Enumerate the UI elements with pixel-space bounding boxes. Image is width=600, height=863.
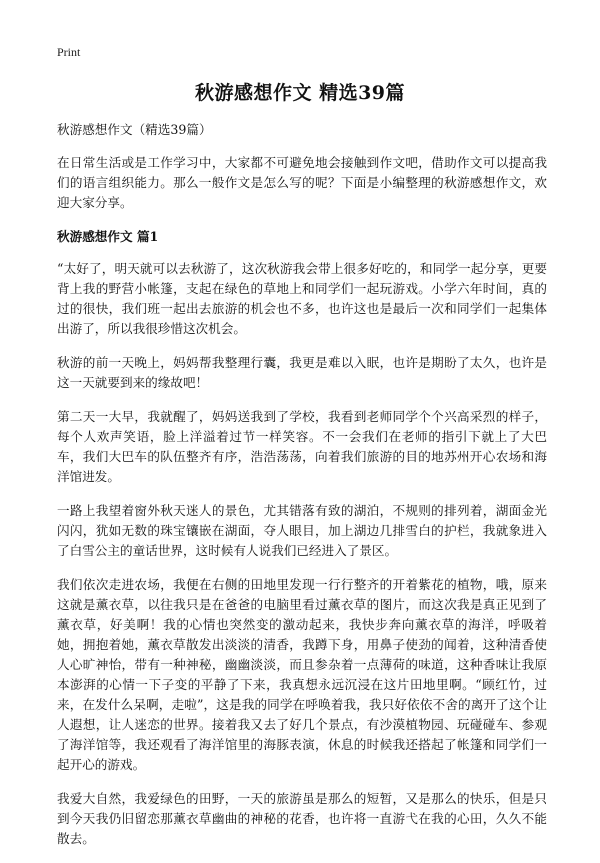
body-paragraph: 第二天一大早，我就醒了，妈妈送我到了学校，我看到老师同学个个兴高采烈的样子，每个人欢声笑语，脸上洋溢着过节一样笑容。不一会我们在老师的指引下就上了大巴车，我们大巴车的队伍整齐有序，浩浩荡荡，向着我们旅游的目的地苏州开心农场和海洋馆进发。 (57, 409, 547, 484)
document-subtitle: 秋游感想作文（精选39篇） (57, 122, 212, 137)
section-heading: 秋游感想作文 篇1 (57, 229, 159, 244)
document-title: 秋游感想作文 精选39篇 (194, 82, 406, 104)
body-paragraph: 秋游的前一天晚上，妈妈帮我整理行囊，我更是难以入眠，也许是期盼了太久，也许是这一天就要到来的缘故吧！ (57, 355, 547, 390)
intro-paragraph: 在日常生活或是工作学习中，大家都不可避免地会接触到作文吧，借助作文可以提高我们的语言组织能力。那么一般作文是怎么写的呢？下面是小编整理的秋游感想作文，欢迎大家分享。 (57, 155, 547, 210)
body-paragraph: 一路上我望着窗外秋天迷人的景色，尤其错落有致的湖泊，不规则的排列着，湖面金光闪闪，犹如无数的珠宝镶嵌在湖面，夺人眼目，加上湖边几排雪白的护栏，我就象进入了白雪公主的童话世界，这时候有人说我们已经进入了景区。 (57, 503, 547, 558)
print-label: Print (57, 45, 81, 59)
document-body (57, 120, 547, 863)
body-paragraph: 我爱大自然，我爱绿色的田野，一天的旅游虽是那么的短暂，又是那么的快乐，但是只到今天我仍旧留恋那薰衣草幽曲的神秘的花香，也许将一直游弋在我的心田，久久不能散去。 (57, 791, 547, 846)
body-paragraph: “太好了，明天就可以去秋游了，这次秋游我会带上很多好吃的，和同学一起分享，更要背上我的野营小帐篷，支起在绿色的草地上和同学们一起玩游戏。小学六年时间，真的过的很快，我们班一起出去旅游的机会也不多，也许这也是最后一次和同学们一起集体出游了，所以我很珍惜这次机会。 (57, 261, 547, 336)
body-paragraph: 我们依次走进农场，我便在右侧的田地里发现一行行整齐的开着紫花的植物，哦，原来这就是薰衣草，以往我只是在爸爸的电脑里看过薰衣草的图片，而这次我是真正见到了薰衣草，好美啊！我的心情也突然变的激动起来，我快步奔向薰衣草的海洋，呼吸着她，拥抱着她，薰衣草散发出淡淡的清香，我蹲下身，用鼻子使劲的闻着，这种清香使人心旷神怡，带有一种神秘，幽幽淡淡，而且参杂着一点薄荷的味道，这种香味让我原本澎湃的心情一下子变的平静了下来，我真想永远沉浸在这片田地里啊。“顾红竹，过来，在发什么呆啊，走啦”，这是我的同学在呼唤着我，我只好依依不舍的离开了这个让人遐想，让人迷恋的世界。接着我又去了好几个景点，有沙漠植物园、玩碰碰车、参观了海洋馆等，我还观看了海洋馆里的海豚表演，休息的时候我还搭起了帐篷和同学们一起开心的游戏。 (57, 577, 547, 772)
